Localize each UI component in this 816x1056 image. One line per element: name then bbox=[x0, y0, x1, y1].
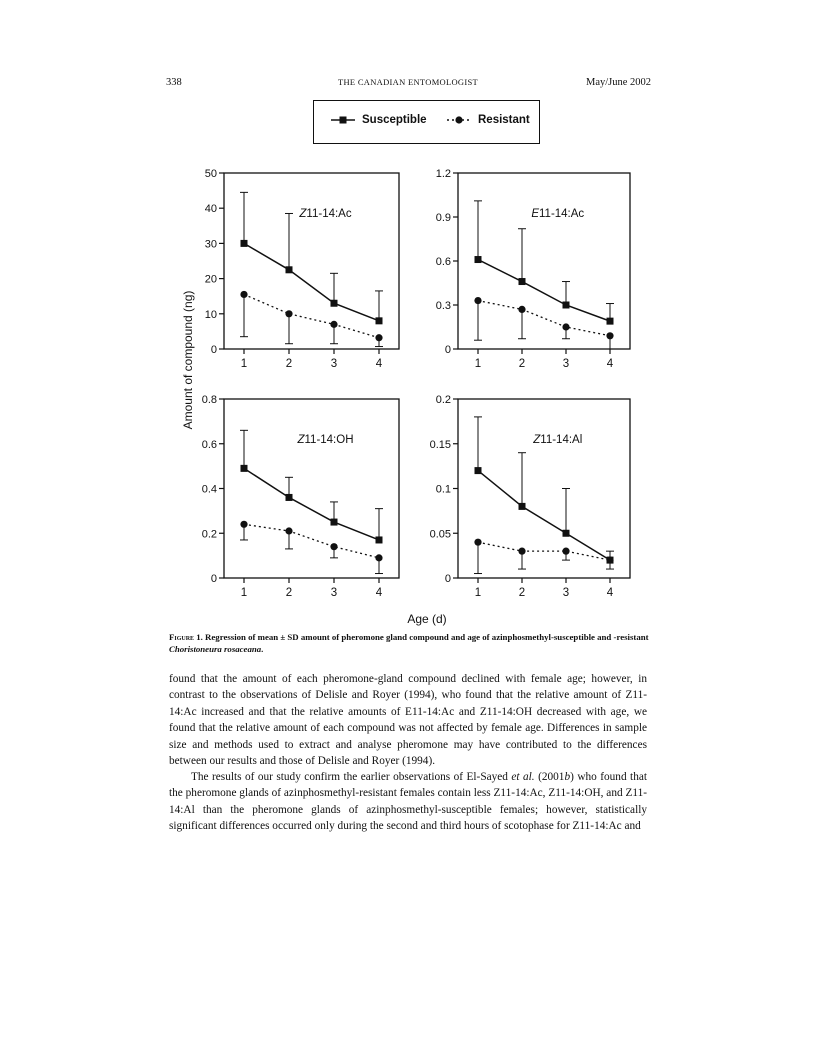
issue-date: May/June 2002 bbox=[586, 77, 652, 88]
panel-4-susceptible-point bbox=[519, 503, 526, 510]
panel-1-ytick-label: 40 bbox=[204, 203, 217, 216]
panel-3-frame bbox=[224, 399, 399, 578]
paragraph-2-part-c: ) who found that the pheromone glands of azinphosmethyl-resistant females contain less Z11-14:Ac, Z11-14:OH, and Z11-14:Al than the pheromone glands of azinphosmethyl-susceptible females; however, statistically significant differences occurred only during the second and third hours of scotophase for Z11-14:Ac and bbox=[169, 771, 647, 833]
panel-4-ytick-label: 0.1 bbox=[435, 483, 451, 496]
panel-3-susceptible-point bbox=[241, 465, 248, 472]
panel-3-resistant-point bbox=[285, 527, 292, 534]
panel-4-resistant-line bbox=[478, 542, 610, 560]
x-axis-label: Age (d) bbox=[407, 612, 447, 626]
panel-2-resistant-point bbox=[518, 306, 525, 313]
panel-1-resistant-line bbox=[244, 294, 379, 337]
panel-3-susceptible-point bbox=[331, 519, 338, 526]
panel-1-resistant-point bbox=[240, 291, 247, 298]
panel-1-ytick-label: 30 bbox=[204, 238, 217, 251]
panel-1-susceptible-point bbox=[331, 300, 338, 307]
caption-end: . bbox=[261, 644, 264, 654]
panel-4-xtick-label: 3 bbox=[562, 587, 570, 599]
panel-3-title: Z11-14:OH bbox=[297, 434, 354, 446]
panel-2-ytick-label: 0 bbox=[444, 344, 451, 356]
panel-2-susceptible-point bbox=[475, 256, 482, 263]
page-number: 338 bbox=[166, 77, 182, 88]
panel-3-ytick-label: 0 bbox=[210, 573, 217, 585]
paragraph-2-etal: et al. bbox=[511, 771, 535, 783]
panel-2-resistant-point bbox=[606, 332, 613, 339]
panel-4-title: Z11-14:Al bbox=[533, 434, 583, 446]
panel-3-susceptible-point bbox=[286, 494, 293, 501]
panel-4-susceptible-point bbox=[563, 530, 570, 537]
panel-1-ytick-label: 50 bbox=[204, 168, 217, 180]
panel-3-susceptible-line bbox=[244, 468, 379, 540]
panel-4-ytick-label: 0 bbox=[444, 573, 451, 585]
caption-label: Figure 1. bbox=[169, 632, 203, 642]
panel-2-xtick-label: 4 bbox=[606, 358, 614, 370]
panel-2-ytick-label: 1.2 bbox=[435, 168, 451, 180]
panel-1-xtick-label: 2 bbox=[285, 358, 293, 370]
panel-1-resistant-point bbox=[330, 321, 337, 328]
panel-4-resistant-point bbox=[518, 548, 525, 555]
panel-3-xtick-label: 1 bbox=[240, 587, 248, 599]
panel-2-susceptible-point bbox=[519, 278, 526, 285]
legend-resistant-label: Resistant bbox=[478, 114, 530, 126]
panel-4-xtick-label: 4 bbox=[606, 587, 614, 599]
panel-4-xtick-label: 2 bbox=[518, 587, 526, 599]
panel-2-resistant-point bbox=[474, 297, 481, 304]
paragraph-2-letter: b bbox=[564, 771, 571, 783]
panel-1-susceptible-point bbox=[241, 240, 248, 247]
panel-2-susceptible-line bbox=[478, 260, 610, 322]
panel-3-resistant-point bbox=[375, 554, 382, 561]
panel-3-resistant-line bbox=[244, 524, 379, 558]
panel-4-ytick-label: 0.15 bbox=[429, 438, 451, 451]
panel-4-susceptible-point bbox=[475, 467, 482, 474]
panel-2-susceptible-point bbox=[563, 302, 570, 309]
panel-3-xtick-label: 2 bbox=[285, 587, 293, 599]
panel-1-xtick-label: 3 bbox=[330, 358, 338, 370]
paragraph-1: found that the amount of each pheromone-gland compound declined with female age; however, in contrast to the observations of Delisle and Royer (1994), who found that the relative amount of Z11-14:Ac increased and that the relative amounts of E11-14:Ac and Z11-14:OH decreased with age, we found that the relative amount of each compound was not affected by female age. Differences in sample size and methods used to extract and analyse pheromone may have contributed to the differences between our results and those of Delisle and Royer (1994). bbox=[169, 673, 647, 768]
panel-1-ytick-label: 10 bbox=[204, 308, 217, 321]
panel-2-resistant-line bbox=[478, 301, 610, 336]
panel-4-xtick-label: 1 bbox=[474, 587, 482, 599]
panel-1-xtick-label: 1 bbox=[240, 358, 248, 370]
panel-2-resistant-point bbox=[562, 323, 569, 330]
panel-3-susceptible-point bbox=[376, 536, 383, 543]
paragraph-2-part-b: (2001 bbox=[534, 771, 565, 783]
caption-species: Choristoneura rosaceana bbox=[169, 644, 262, 654]
panel-2-xtick-label: 3 bbox=[562, 358, 570, 370]
panel-2-ytick-label: 0.9 bbox=[435, 212, 451, 224]
panel-3-resistant-point bbox=[330, 543, 337, 550]
y-axis-label: Amount of compound (ng) bbox=[181, 290, 195, 430]
panel-2-xtick-label: 2 bbox=[518, 358, 526, 370]
legend-susceptible-label: Susceptible bbox=[362, 114, 427, 126]
panel-3-resistant-point bbox=[240, 521, 247, 528]
panel-2-xtick-label: 1 bbox=[474, 358, 482, 370]
panel-3-ytick-label: 0.6 bbox=[201, 438, 217, 451]
panel-4-resistant-point bbox=[474, 539, 481, 546]
panel-1-susceptible-point bbox=[376, 317, 383, 324]
panel-1-resistant-point bbox=[375, 334, 382, 341]
panel-2-ytick-label: 0.3 bbox=[435, 300, 451, 312]
panel-2-title: E11-14:Ac bbox=[531, 208, 585, 220]
panel-1-resistant-point bbox=[285, 310, 292, 317]
panel-4-ytick-label: 0.2 bbox=[435, 394, 451, 406]
panel-4-ytick-label: 0.05 bbox=[429, 528, 451, 541]
panel-3-xtick-label: 3 bbox=[330, 587, 338, 599]
panel-3-ytick-label: 0.2 bbox=[201, 528, 217, 541]
panel-3-ytick-label: 0.8 bbox=[201, 394, 217, 406]
panel-3-xtick-label: 4 bbox=[375, 587, 383, 599]
panel-1-title: Z11-14:Ac bbox=[299, 208, 352, 220]
panel-1-susceptible-point bbox=[286, 266, 293, 273]
panel-1-ytick-label: 20 bbox=[204, 273, 217, 286]
panel-1-frame bbox=[224, 173, 399, 349]
panel-1-ytick-label: 0 bbox=[210, 344, 217, 356]
panel-4-resistant-point bbox=[606, 557, 613, 564]
paragraph-2 bbox=[169, 769, 647, 835]
panel-1-susceptible-line bbox=[244, 243, 379, 320]
panel-2-frame bbox=[458, 173, 630, 349]
panel-2-susceptible-point bbox=[607, 318, 614, 325]
panel-4-resistant-point bbox=[562, 548, 569, 555]
caption-text: Regression of mean ± SD amount of pheromone gland compound and age of azinphosmethyl-susceptible and -resistant bbox=[202, 632, 649, 642]
figure-caption bbox=[169, 631, 649, 655]
panel-3-ytick-label: 0.4 bbox=[201, 483, 217, 496]
paragraph-2-part-a: The results of our study confirm the earlier observations of El-Sayed bbox=[191, 771, 512, 783]
panel-1-xtick-label: 4 bbox=[375, 358, 383, 370]
journal-title: THE CANADIAN ENTOMOLOGIST bbox=[337, 77, 479, 87]
panel-2-ytick-label: 0.6 bbox=[435, 256, 451, 268]
